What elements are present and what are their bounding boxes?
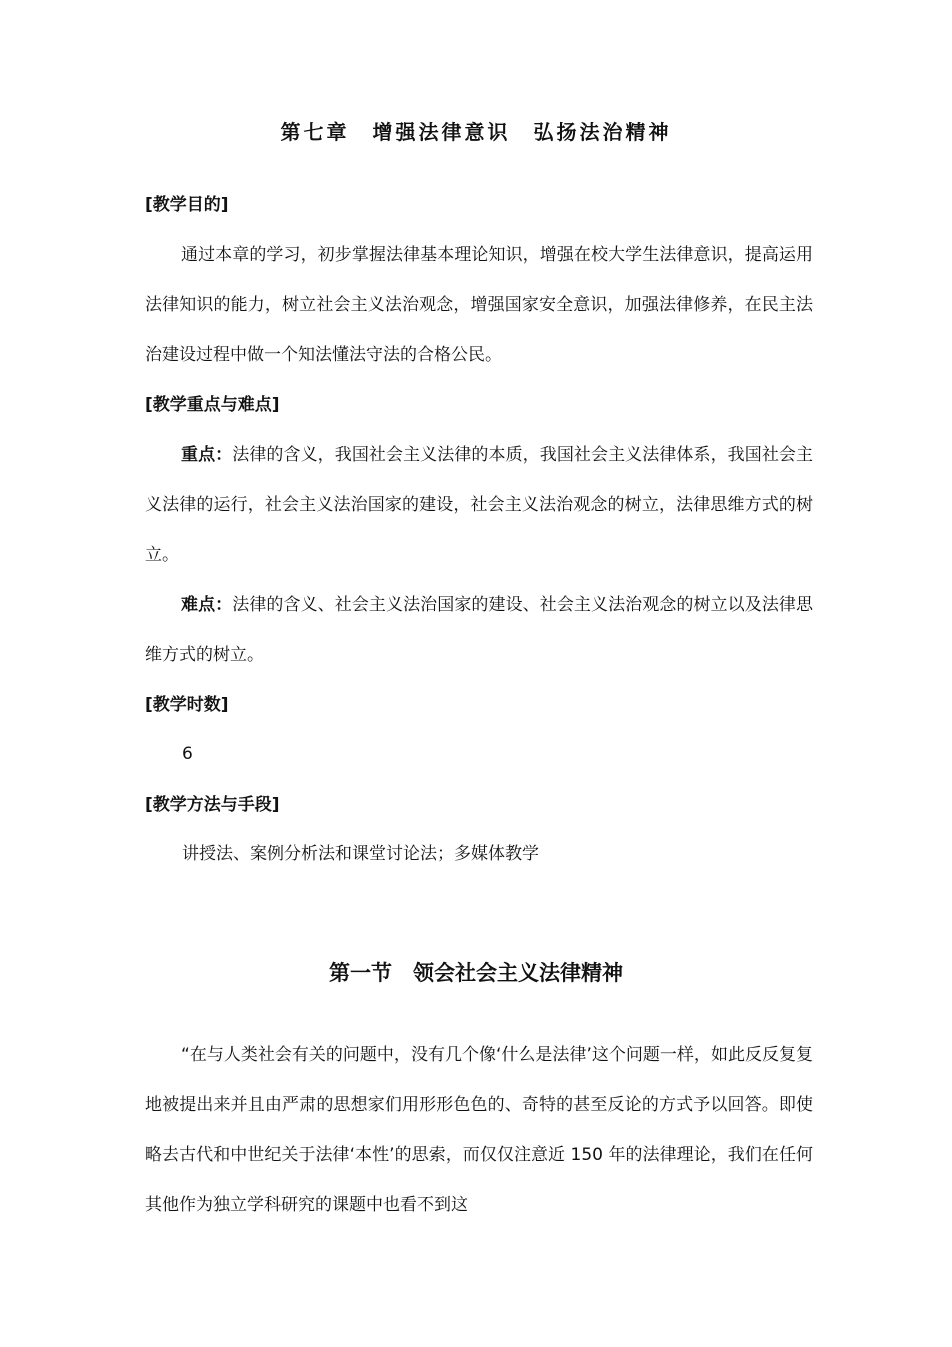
quote-paragraph: “在与人类社会有关的问题中，没有几个像‘什么是法律’这个问题一样，如此反反复复地被提出来并且由严肃的思想家们用形形色色的、奇特的甚至反论的方式予以回答。即使略去古代和中世纪关于法律‘本性’的思索，而仅仅注意近 150 年的法律理论，我们在任何其他作为独立学科研究的课题中也看不到这 — [145, 1045, 813, 1215]
section-title: 第一节 领会社会主义法律精神 — [329, 961, 623, 985]
focus-text: 法律的含义，我国社会主义法律的本质，我国社会主义法律体系，我国社会主义法律的运行，社会主义法治国家的建设，社会主义法治观念的树立，法律思维方式的树立。 — [145, 445, 813, 565]
chapter-title: 第七章 增强法律意识 弘扬法治精神 — [280, 120, 672, 144]
objective-label: [教学目的] — [145, 195, 229, 215]
methods-label: [教学方法与手段] — [145, 795, 280, 815]
objective-paragraph: 通过本章的学习，初步掌握法律基本理论知识，增强在校大学生法律意识，提高运用法律知识的能力，树立社会主义法治观念，增强国家安全意识，加强法律修养，在民主法治建设过程中做一个知法懂法守法的合格公民。 — [145, 245, 813, 365]
hours-label: [教学时数] — [145, 695, 229, 715]
hours-value: 6 — [182, 744, 193, 764]
difficulty-paragraph — [145, 580, 813, 680]
focus-lead: 重点： — [181, 445, 233, 465]
focus-paragraph — [145, 430, 813, 580]
methods-text: 讲授法、案例分析法和课堂讨论法；多媒体教学 — [182, 844, 539, 864]
difficulty-text: 法律的含义、社会主义法治国家的建设、社会主义法治观念的树立以及法律思维方式的树立。 — [145, 595, 813, 665]
difficulty-lead: 难点： — [181, 595, 233, 615]
key-points-label: [教学重点与难点] — [145, 395, 280, 415]
